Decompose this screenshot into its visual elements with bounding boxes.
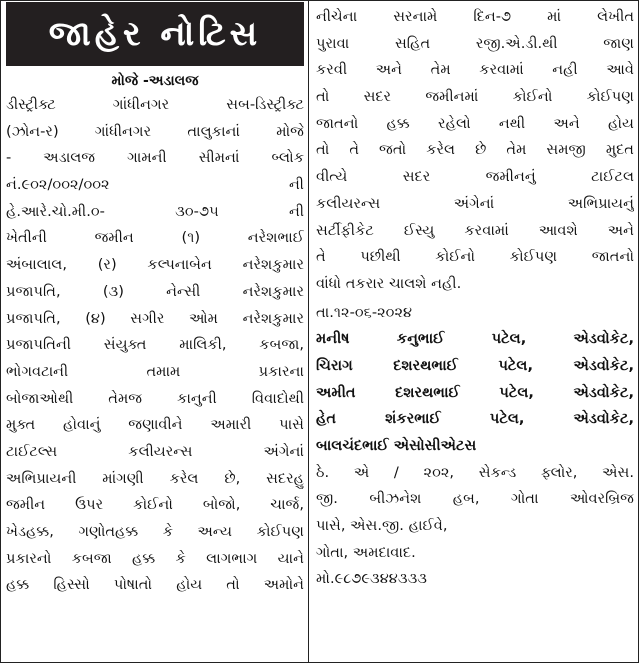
text-line: ખેતીની જમીન (૧) નરેશભાઈ <box>6 229 304 247</box>
text-line: (ઝોન-ર) ગાંધીનગર તાલુકાનાં મોજે <box>6 122 304 140</box>
text-line: વીત્યે સદર જમીનનું ટાઈટલ <box>316 168 634 186</box>
text-line: જાતનો હક્ક રહેલો નથી અને હોય <box>316 114 634 132</box>
address-line: ગોતા, અમદાવાદ. <box>316 543 416 561</box>
firm-name: બાલચંદભાઈ એસોસીએટસ <box>316 437 477 454</box>
advocate-name: મનીષ કનુભાઈ પટેલ, એડવોકેટ, <box>316 330 634 348</box>
text-line: તો તે જતો કરેલ છે તેમ સમજી મુદત <box>316 141 634 159</box>
notice-title: જાહેર નોટિસ <box>6 2 304 66</box>
text-line: પ્રજાપતિની સંયુક્ત માલિકી, કબજા, <box>6 336 304 354</box>
text-line: બોજાઓથી તેમજ કાનુની વિવાદોથી <box>6 389 304 407</box>
notice-date: તા.૧૨-૦૬-૨૦૨૪ <box>316 303 413 321</box>
text-line: - અડાલજ ગામની સીમનાં બ્લોક <box>6 149 304 167</box>
left-column <box>6 0 304 599</box>
text-line: મુક્ત હોવાનું જણાવીને અમારી પાસે <box>6 416 304 434</box>
text-line: પ્રકારનો કબજા હક્ક કે લાગભાગ યાને <box>6 549 304 567</box>
text-line: તે પછીથી કોઈનો કોઈપણ જાતનો <box>316 248 634 266</box>
mobile-number: મો.૯૮૭૯૩૪૪૩૩૩ <box>316 570 428 588</box>
text-line: ભોગવટાની તમામ પ્રકારના <box>6 362 304 380</box>
text-line: પ્રજાપતિ, (૩) નેન્સી નરેશકુમાર <box>6 282 304 300</box>
address-line: જી. બીઝનેશ હબ, ગોતા ઓવરબ્રિજ <box>316 490 634 508</box>
text-line: પ્રજાપતિ, (૪) સગીર ઓમ નરેશકુમાર <box>6 309 304 327</box>
text-line: કલીયરન્સ અંગેનાં અભિપ્રાયનું <box>316 194 634 212</box>
text-line: ટાઈટલ્સ કલીયરન્સ અંગેનાં <box>6 442 304 460</box>
text-line: હે.આરે.ચો.મી.૦- ૩૦-૭૫ ની <box>6 202 304 220</box>
text-line: પુરાવા સહિત રજી.એ.ડી.થી જાણ <box>316 34 634 52</box>
text-line: જમીન ઉપર કોઈનો બોજો, ચાર્જ, <box>6 496 304 514</box>
text-line: અભિપ્રાયની માંગણી કરેલ છે, સદરહુ <box>6 469 304 487</box>
text-line: નીચેના સરનામે દિન-૭ માં લેખીત <box>316 8 634 25</box>
column-divider <box>308 0 309 663</box>
text-line: તો સદર જમીનમાં કોઈનો કોઈપણ <box>316 88 634 106</box>
text-line: ખેડહક્ક, ગણોતહક્ક કે અન્ય કોઈપણ <box>6 523 304 540</box>
text-line: કરવી અને તેમ કરવામાં નહી આવે <box>316 61 634 79</box>
advocate-name: હેત શંકરભાઈ પટેલ, એડવોકેટ, <box>316 410 634 428</box>
advocate-name: અમીત દશરથભાઈ પટેલ, એડવોકેટ, <box>316 383 634 401</box>
address-line: પાસે, એસ.જી. હાઈવે, <box>316 517 448 535</box>
text-line: ડીસ્ટ્રીક્ટ ગાંધીનગર સબ-ડિસ્ટ્રીક્ટ <box>6 96 304 113</box>
advocate-name: ચિરાગ દશરથભાઈ પટેલ, એડવોકેટ, <box>316 356 634 374</box>
village-heading: મોજે -અડાલજ <box>111 73 199 89</box>
notice-body-right <box>316 0 634 593</box>
text-line: હક્ક હિસ્સો પોષાતો હોય તો અમોને <box>6 576 304 594</box>
text-line: અંબાલાલ, (ર) કલ્પનાબેન નરેશકુમાર <box>6 256 304 274</box>
text-line: નં.૯૦૨/૦૦૨/૦૦૨ ની <box>6 176 304 194</box>
notice-body-left <box>6 92 304 599</box>
text-line: વાંધો તકરાર ચાલશે નહી. <box>316 274 462 292</box>
address-line: ઠે. એ / ૨૦૨, સેકન્ડ ફ્લોર, એસ. <box>316 463 634 481</box>
text-line: સર્ટીફીકેટ ઈસ્યુ કરવામાં આવશે અને <box>316 221 634 239</box>
right-column <box>316 0 634 593</box>
